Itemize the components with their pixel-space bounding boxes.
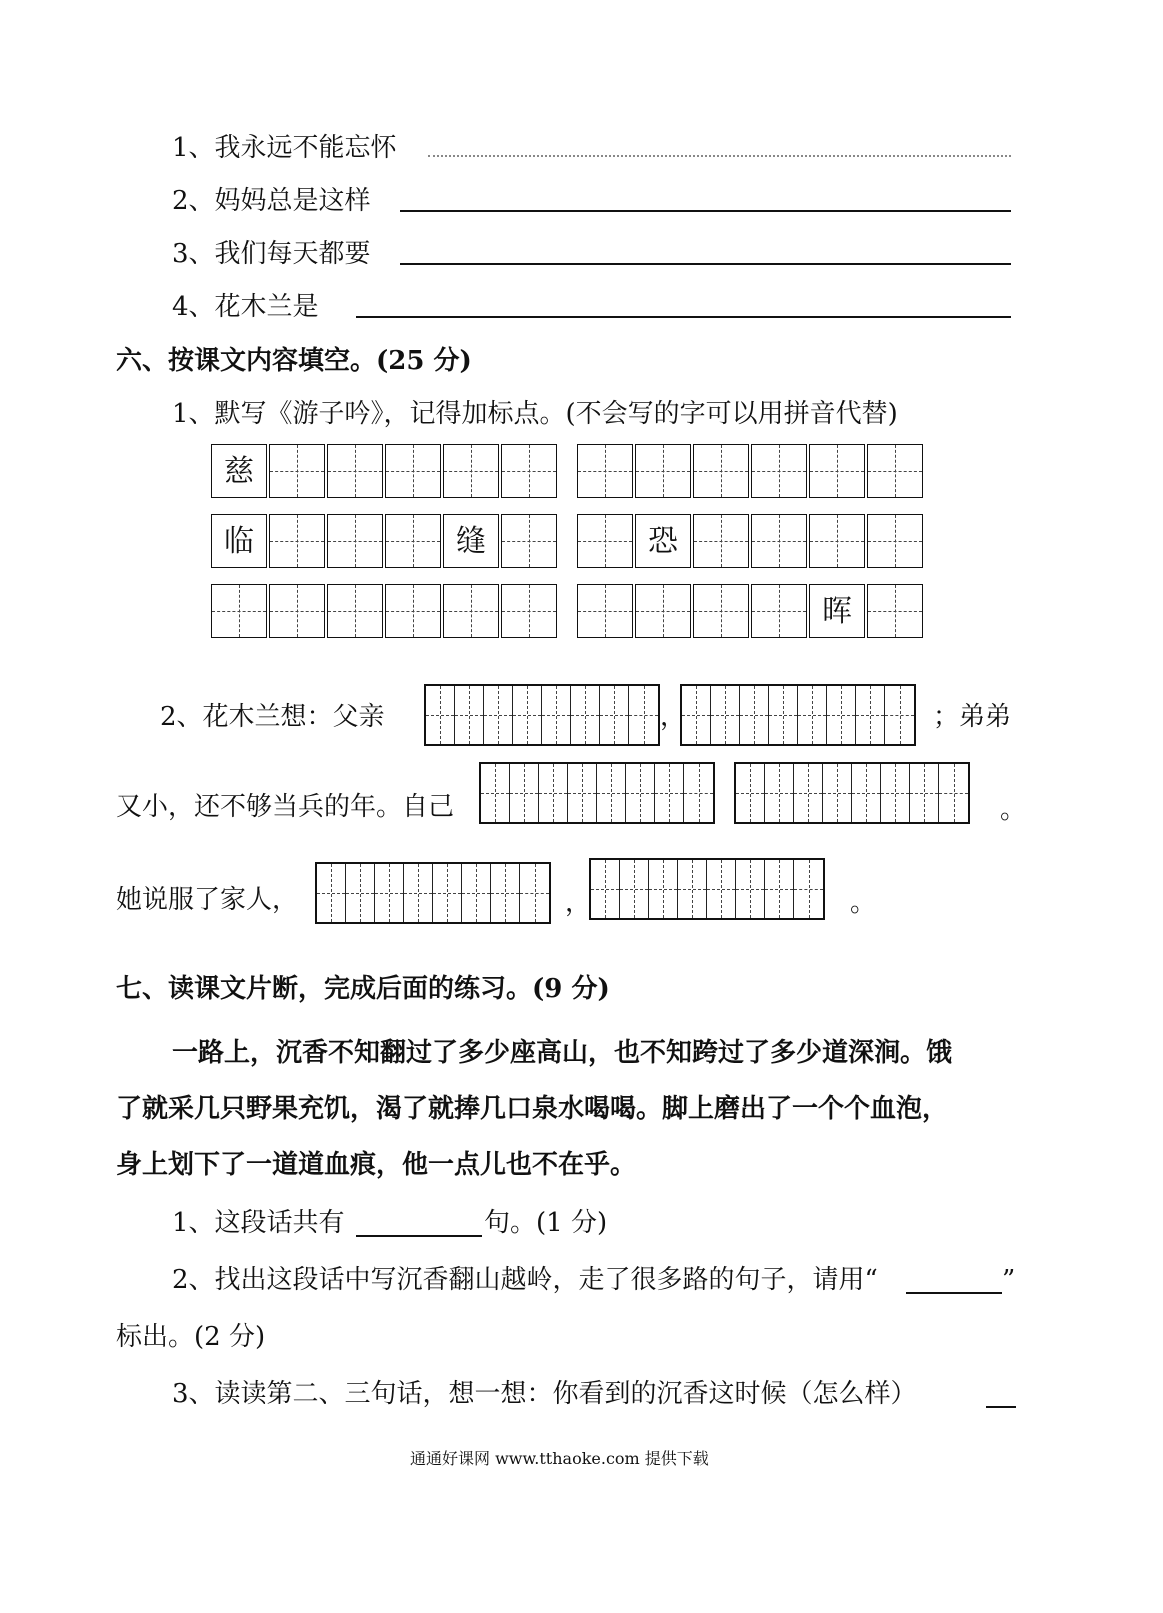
answer-grid-cell[interactable] — [684, 764, 713, 822]
poem-cell[interactable] — [443, 444, 499, 498]
poem-cell[interactable] — [385, 514, 441, 568]
poem-cell[interactable] — [327, 514, 383, 568]
q2-line3: 她说服了家人， — [116, 885, 299, 915]
q2-line2: 又小，还不够当兵的年。自己 — [116, 792, 455, 822]
answer-grid-cell[interactable] — [520, 864, 549, 922]
poem-row-2-group-2 — [577, 514, 925, 568]
sentence-4: 4、花木兰是 — [172, 292, 319, 322]
poem-cell[interactable] — [693, 444, 749, 498]
answer-grid-cell[interactable] — [597, 764, 626, 822]
answer-grid-cell[interactable] — [678, 860, 707, 918]
poem-row-2-group-1 — [211, 514, 559, 568]
poem-cell[interactable] — [327, 584, 383, 638]
poem-cell[interactable] — [867, 444, 923, 498]
passage-line-3: 身上划下了一道道血痕，他一点儿也不在乎。 — [116, 1150, 637, 1180]
answer-grid-cell[interactable] — [740, 686, 769, 744]
poem-cell[interactable] — [385, 584, 441, 638]
q2-comma2: ， — [565, 888, 592, 918]
answer-grid-b[interactable] — [680, 684, 916, 746]
s7-q3-blank[interactable] — [986, 1406, 1016, 1408]
answer-grid-cell[interactable] — [620, 860, 649, 918]
answer-grid-cell[interactable] — [484, 686, 513, 744]
answer-grid-cell[interactable] — [736, 860, 765, 918]
answer-grid-cell[interactable] — [317, 864, 346, 922]
sentence-3: 3、我们每天都要 — [172, 239, 371, 269]
answer-line-4[interactable] — [356, 316, 1011, 318]
answer-grid-cell[interactable] — [346, 864, 375, 922]
answer-grid-cell[interactable] — [885, 686, 914, 744]
answer-grid-cell[interactable] — [404, 864, 433, 922]
answer-grid-cell[interactable] — [910, 764, 939, 822]
poem-cell[interactable] — [635, 444, 691, 498]
poem-given-char: 临 — [224, 524, 254, 559]
answer-grid-cell[interactable] — [539, 764, 568, 822]
poem-cell[interactable] — [443, 584, 499, 638]
s7-q2-blank[interactable] — [906, 1292, 1002, 1294]
answer-grid-f[interactable] — [589, 858, 825, 920]
answer-grid-cell[interactable] — [682, 686, 711, 744]
poem-cell[interactable] — [867, 514, 923, 568]
poem-cell[interactable] — [269, 444, 325, 498]
answer-grid-cell[interactable] — [600, 686, 629, 744]
passage-line-2: 了就采几只野果充饥，渴了就捧几口泉水喝喝。脚上磨出了一个个血泡， — [116, 1094, 949, 1124]
section-7-title: 七、读课文片断，完成后面的练习。(9 分) — [116, 974, 610, 1004]
answer-grid-cell[interactable] — [481, 764, 510, 822]
s7-q2-b: ” — [1002, 1265, 1016, 1295]
sentence-1: 1、我永远不能忘怀 — [172, 133, 397, 163]
poem-cell[interactable] — [577, 584, 633, 638]
poem-cell[interactable] — [269, 584, 325, 638]
poem-cell[interactable] — [211, 514, 267, 568]
poem-cell[interactable] — [693, 584, 749, 638]
poem-cell[interactable] — [751, 444, 807, 498]
answer-grid-cell[interactable] — [769, 686, 798, 744]
footer: 通通好课网 www.tthaoke.com 提供下载 — [410, 1449, 709, 1468]
q2-mid: ；弟弟 — [933, 702, 1012, 732]
answer-grid-cell[interactable] — [707, 860, 736, 918]
answer-grid-cell[interactable] — [571, 686, 600, 744]
answer-grid-e[interactable] — [315, 862, 551, 924]
answer-grid-cell[interactable] — [513, 686, 542, 744]
q2-prefix: 2、花木兰想：父亲 — [160, 702, 385, 732]
poem-cell[interactable] — [867, 584, 923, 638]
poem-cell[interactable] — [501, 584, 557, 638]
poem-cell[interactable] — [809, 514, 865, 568]
answer-grid-cell[interactable] — [649, 860, 678, 918]
poem-cell[interactable] — [211, 584, 267, 638]
answer-grid-cell[interactable] — [765, 860, 794, 918]
poem-cell[interactable] — [577, 514, 633, 568]
answer-grid-cell[interactable] — [736, 764, 765, 822]
poem-cell[interactable] — [501, 514, 557, 568]
poem-cell[interactable] — [501, 444, 557, 498]
q2-period: 。 — [1000, 795, 1027, 825]
answer-grid-cell[interactable] — [827, 686, 856, 744]
answer-grid-cell[interactable] — [852, 764, 881, 822]
answer-grid-cell[interactable] — [881, 764, 910, 822]
s7-q1-b: 句。(1 分) — [484, 1208, 608, 1238]
answer-grid-a[interactable] — [424, 684, 660, 746]
answer-line-2[interactable] — [400, 210, 1011, 212]
answer-grid-cell[interactable] — [629, 686, 658, 744]
poem-row-3-group-2 — [577, 584, 925, 638]
answer-grid-cell[interactable] — [426, 686, 455, 744]
poem-cell[interactable] — [809, 444, 865, 498]
answer-grid-cell[interactable] — [568, 764, 597, 822]
poem-cell[interactable] — [211, 444, 267, 498]
section-6-title: 六、按课文内容填空。(25 分) — [116, 346, 472, 376]
poem-cell[interactable] — [693, 514, 749, 568]
answer-grid-cell[interactable] — [542, 686, 571, 744]
answer-grid-cell[interactable] — [798, 686, 827, 744]
answer-grid-cell[interactable] — [794, 764, 823, 822]
answer-grid-cell[interactable] — [626, 764, 655, 822]
q2-comma: ， — [660, 702, 687, 732]
answer-line-3[interactable] — [400, 263, 1011, 265]
answer-grid-cell[interactable] — [462, 864, 491, 922]
answer-grid-cell[interactable] — [510, 764, 539, 822]
s7-q2-c: 标出。(2 分) — [116, 1322, 266, 1352]
poem-row-3-group-1 — [211, 584, 559, 638]
s7-q1-a: 1、这段话共有 — [172, 1208, 345, 1238]
answer-grid-d[interactable] — [734, 762, 970, 824]
section-6-q1: 1、默写《游子吟》，记得加标点。(不会写的字可以用拼音代替) — [172, 399, 898, 429]
answer-grid-cell[interactable] — [794, 860, 823, 918]
poem-cell[interactable] — [751, 514, 807, 568]
poem-row-1-group-2 — [577, 444, 925, 498]
poem-row-1-group-1 — [211, 444, 559, 498]
answer-grid-cell[interactable] — [711, 686, 740, 744]
answer-grid-cell[interactable] — [591, 860, 620, 918]
poem-given-char: 恐 — [648, 524, 678, 559]
passage-line-1: 一路上，沉香不知翻过了多少座高山，也不知跨过了多少道深涧。饿 — [172, 1038, 953, 1068]
s7-q3: 3、读读第二、三句话，想一想：你看到的沉香这时候（怎么样） — [172, 1379, 917, 1409]
poem-cell[interactable] — [269, 514, 325, 568]
poem-cell[interactable] — [327, 444, 383, 498]
poem-cell[interactable] — [635, 514, 691, 568]
poem-cell[interactable] — [577, 444, 633, 498]
q2-period2: 。 — [850, 888, 877, 918]
answer-grid-cell[interactable] — [491, 864, 520, 922]
answer-grid-cell[interactable] — [765, 764, 794, 822]
poem-given-char: 晖 — [822, 594, 852, 629]
answer-grid-cell[interactable] — [655, 764, 684, 822]
poem-cell[interactable] — [751, 584, 807, 638]
s7-q1-blank[interactable] — [356, 1235, 482, 1237]
answer-grid-cell[interactable] — [375, 864, 404, 922]
answer-grid-cell[interactable] — [455, 686, 484, 744]
poem-cell[interactable] — [635, 584, 691, 638]
answer-grid-cell[interactable] — [823, 764, 852, 822]
poem-cell[interactable] — [443, 514, 499, 568]
answer-grid-c[interactable] — [479, 762, 715, 824]
answer-line-1[interactable] — [428, 155, 1011, 157]
answer-grid-cell[interactable] — [939, 764, 968, 822]
poem-given-char: 缝 — [456, 524, 486, 559]
answer-grid-cell[interactable] — [856, 686, 885, 744]
poem-cell[interactable] — [385, 444, 441, 498]
answer-grid-cell[interactable] — [433, 864, 462, 922]
poem-cell[interactable] — [809, 584, 865, 638]
sentence-2: 2、妈妈总是这样 — [172, 186, 371, 216]
poem-given-char: 慈 — [224, 454, 254, 489]
s7-q2-a: 2、找出这段话中写沉香翻山越岭，走了很多路的句子，请用“ — [172, 1265, 878, 1295]
